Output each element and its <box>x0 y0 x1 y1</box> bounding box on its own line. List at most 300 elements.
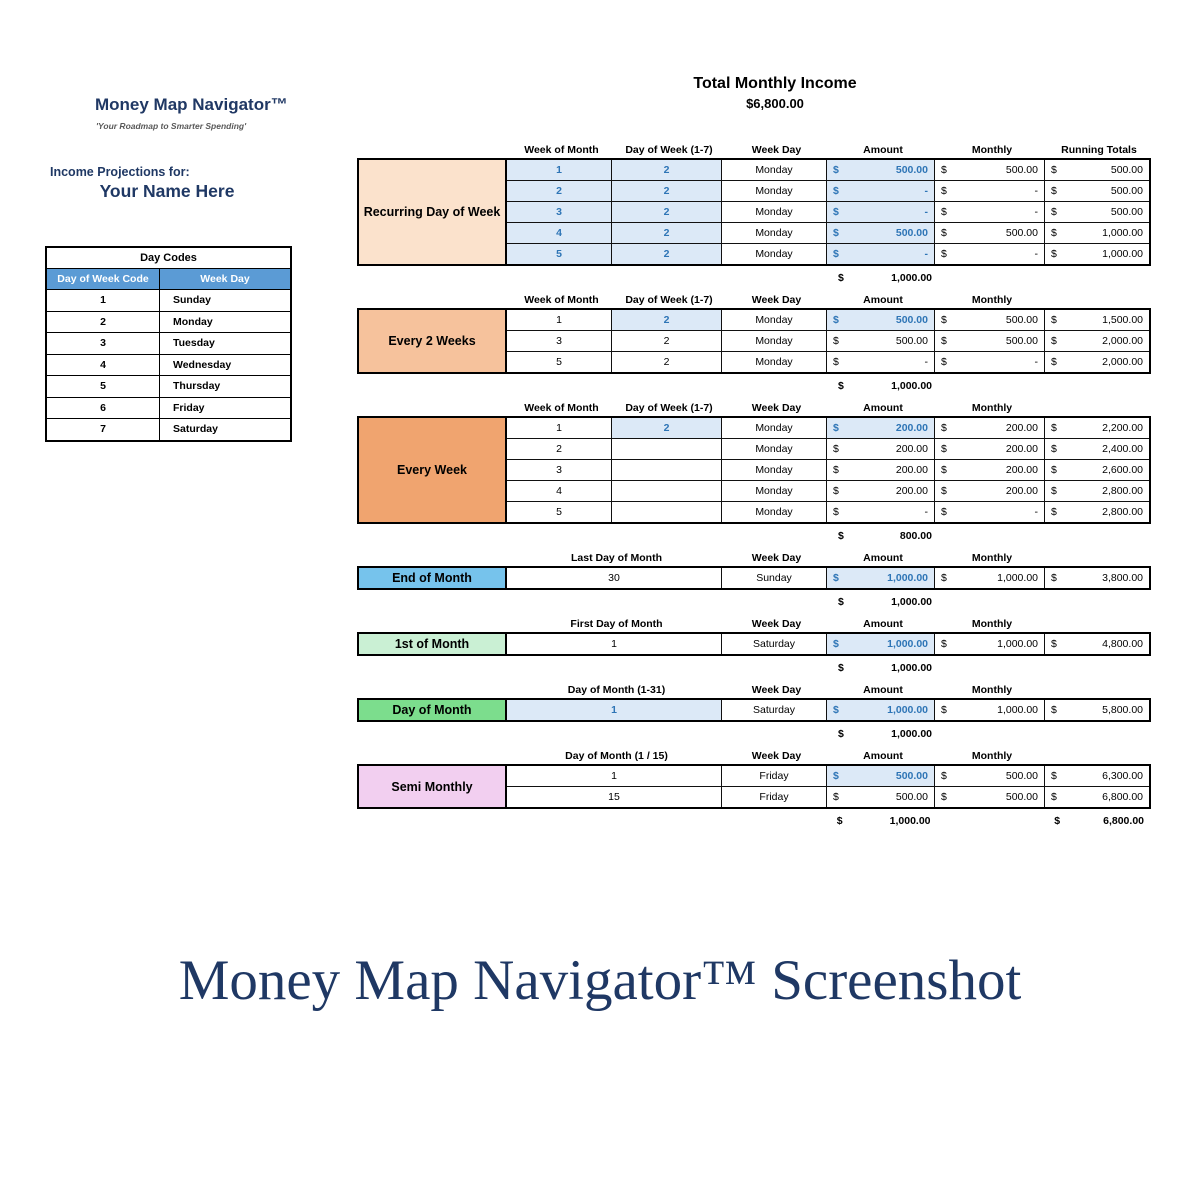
dollar-sign: $ <box>941 185 947 197</box>
table-cell: Monday <box>722 460 827 480</box>
amount-value: - <box>1034 206 1038 218</box>
income-table-section <box>357 549 1151 611</box>
table-cell: 3 <box>507 331 612 351</box>
logo-tagline: 'Your Roadmap to Smarter Spending' <box>96 121 247 131</box>
amount-value: 500.00 <box>1005 314 1038 326</box>
table-cell[interactable]: 3 <box>507 202 612 222</box>
column-header: Amount <box>863 144 903 156</box>
table-row <box>507 568 1149 588</box>
table-cell[interactable] <box>827 181 935 201</box>
dollar-sign: $ <box>941 314 947 326</box>
column-header: Amount <box>863 402 903 414</box>
table-cell[interactable]: 2 <box>612 160 722 180</box>
table-cell[interactable] <box>827 160 935 180</box>
dollar-sign: $ <box>1051 248 1057 260</box>
table-cell[interactable]: 5 <box>507 244 612 264</box>
amount-value: - <box>924 506 928 518</box>
frequency-label: Every 2 Weeks <box>359 310 507 372</box>
table-cell <box>827 439 935 459</box>
table-cell[interactable] <box>827 766 935 786</box>
subtotal-amount <box>831 593 939 611</box>
dollar-sign: $ <box>833 443 839 455</box>
day-codes-rows <box>47 290 290 440</box>
table-cell: Monday <box>722 331 827 351</box>
dollar-sign: $ <box>941 206 947 218</box>
table-cell: Monday <box>722 160 827 180</box>
column-header: Amount <box>863 552 903 564</box>
name-input[interactable]: Your Name Here <box>99 181 235 201</box>
table-cell[interactable]: 2 <box>612 310 722 330</box>
dollar-sign: $ <box>1051 704 1057 716</box>
table-cell[interactable] <box>827 568 935 588</box>
amount-value: 5,800.00 <box>1102 704 1143 716</box>
table-cell: Friday <box>722 787 827 807</box>
amount-value: - <box>924 206 928 218</box>
column-header: Week Day <box>751 402 802 414</box>
amount-value: 2,000.00 <box>1102 335 1143 347</box>
subtotal-row <box>357 659 1151 677</box>
table-cell[interactable]: 4 <box>507 223 612 243</box>
table-cell[interactable] <box>827 244 935 264</box>
table-row <box>507 223 1149 244</box>
amount-value: 6,800.00 <box>1103 815 1144 827</box>
table-cell: Monday <box>722 310 827 330</box>
table-cell <box>935 244 1045 264</box>
dollar-sign: $ <box>941 485 947 497</box>
table-cell <box>1045 352 1149 372</box>
day-codes-header-code: Day of Week Code <box>47 269 160 289</box>
income-tables <box>357 141 1151 834</box>
amount-value: 2,600.00 <box>1102 464 1143 476</box>
dollar-sign: $ <box>1051 791 1057 803</box>
column-header: Day of Week (1-7) <box>625 402 713 414</box>
amount-value: - <box>1034 506 1038 518</box>
dollar-sign: $ <box>833 335 839 347</box>
table-cell: 1 <box>507 634 722 654</box>
table-cell <box>935 568 1045 588</box>
table-cell <box>935 787 1045 807</box>
table-cell: Monday <box>722 481 827 501</box>
dollar-sign: $ <box>833 356 839 368</box>
table-cell[interactable]: 2 <box>507 181 612 201</box>
dollar-sign: $ <box>1051 164 1057 176</box>
page-caption: Money Map Navigator™ Screenshot <box>178 949 1022 1012</box>
table-cell[interactable] <box>827 202 935 222</box>
column-header: Week of Month <box>524 294 599 306</box>
dollar-sign: $ <box>941 335 947 347</box>
day-code-cell: 7 <box>47 419 160 440</box>
day-code-cell: 5 <box>47 376 160 397</box>
column-header: Week Day <box>751 552 802 564</box>
amount-value: 1,500.00 <box>1102 314 1143 326</box>
table-cell <box>935 634 1045 654</box>
table-row <box>507 502 1149 522</box>
table-cell <box>1045 418 1149 438</box>
table-row <box>507 160 1149 181</box>
subtotal-amount <box>830 812 938 830</box>
column-headers <box>357 615 1151 630</box>
week-day-cell: Sunday <box>173 294 211 307</box>
table-cell <box>1045 244 1149 264</box>
amount-value: 1,000.00 <box>887 572 928 584</box>
frequency-label: Semi Monthly <box>359 766 507 807</box>
table-cell: Monday <box>722 418 827 438</box>
frequency-label: Day of Month <box>359 700 507 720</box>
amount-value: 500.00 <box>1005 227 1038 239</box>
table-cell <box>1045 181 1149 201</box>
amount-value: 200.00 <box>1005 464 1038 476</box>
subtotal-amount <box>831 269 939 287</box>
column-header: Week Day <box>751 294 802 306</box>
table-cell[interactable] <box>827 700 935 720</box>
dollar-sign: $ <box>838 728 844 740</box>
dollar-sign: $ <box>838 380 844 392</box>
amount-value: - <box>1034 185 1038 197</box>
amount-value: 1,000.00 <box>891 272 932 284</box>
week-day-cell: Tuesday <box>173 337 215 350</box>
table-cell[interactable] <box>827 223 935 243</box>
column-headers <box>357 747 1151 762</box>
table-row <box>47 333 290 355</box>
table-cell <box>935 460 1045 480</box>
subtotal-row <box>357 593 1151 611</box>
table-cell[interactable] <box>827 418 935 438</box>
table-cell <box>935 766 1045 786</box>
table-cell <box>935 352 1045 372</box>
table-cell <box>1045 766 1149 786</box>
table-cell <box>1045 787 1149 807</box>
column-header: Day of Week (1-7) <box>625 294 713 306</box>
table-cell[interactable] <box>827 310 935 330</box>
day-codes-header-row <box>47 269 290 290</box>
column-header: Amount <box>863 294 903 306</box>
table-row <box>507 352 1149 372</box>
table-cell[interactable]: 2 <box>612 244 722 264</box>
table-cell: 5 <box>507 502 612 522</box>
amount-value: 500.00 <box>1110 206 1143 218</box>
amount-value: 1,000.00 <box>997 572 1038 584</box>
table-cell: 2 <box>612 331 722 351</box>
dollar-sign: $ <box>941 227 947 239</box>
amount-value: 4,800.00 <box>1102 638 1143 650</box>
column-header: Monthly <box>971 684 1013 696</box>
amount-value: 200.00 <box>895 464 928 476</box>
income-table-section <box>357 681 1151 743</box>
table-cell <box>612 502 722 522</box>
table-cell <box>1045 700 1149 720</box>
column-header <box>1047 681 1151 696</box>
amount-value: 1,000.00 <box>1102 227 1143 239</box>
amount-value: 500.00 <box>1110 185 1143 197</box>
dollar-sign: $ <box>941 356 947 368</box>
table-cell: 15 <box>507 787 722 807</box>
table-cell[interactable]: 1 <box>507 700 722 720</box>
week-day-cell: Thursday <box>173 380 221 393</box>
dollar-sign: $ <box>833 572 839 584</box>
week-day-cell: Monday <box>173 315 213 328</box>
amount-value: 1,000.00 <box>891 662 932 674</box>
week-day-cell: Friday <box>173 401 205 414</box>
amount-value: 200.00 <box>1005 422 1038 434</box>
table-cell[interactable]: 2 <box>612 202 722 222</box>
column-headers <box>357 399 1151 414</box>
table-cell: Monday <box>722 502 827 522</box>
total-monthly-income-value: $6,800.00 <box>746 96 804 111</box>
dollar-sign: $ <box>941 443 947 455</box>
subtotal-row <box>357 377 1151 395</box>
column-header: Monthly <box>971 294 1013 306</box>
dollar-sign: $ <box>833 638 839 650</box>
amount-value: 500.00 <box>895 335 928 347</box>
column-header: Week of Month <box>524 402 599 414</box>
column-header <box>1047 399 1151 414</box>
amount-value: 2,000.00 <box>1102 356 1143 368</box>
table-cell: 1 <box>507 766 722 786</box>
column-header: First Day of Month <box>570 618 663 630</box>
amount-value: 1,000.00 <box>891 728 932 740</box>
dollar-sign: $ <box>833 704 839 716</box>
dollar-sign: $ <box>1051 770 1057 782</box>
dollar-sign: $ <box>941 572 947 584</box>
table-cell <box>1045 331 1149 351</box>
dollar-sign: $ <box>1051 206 1057 218</box>
amount-value: 1,000.00 <box>887 638 928 650</box>
table-cell: 4 <box>507 481 612 501</box>
amount-value: 1,000.00 <box>891 596 932 608</box>
column-header <box>1047 549 1151 564</box>
dollar-sign: $ <box>941 770 947 782</box>
dollar-sign: $ <box>941 164 947 176</box>
income-table-section <box>357 615 1151 677</box>
table-cell[interactable]: 1 <box>507 160 612 180</box>
column-header: Amount <box>863 618 903 630</box>
table-cell <box>1045 223 1149 243</box>
dollar-sign: $ <box>833 464 839 476</box>
table-row <box>507 460 1149 481</box>
dollar-sign: $ <box>838 530 844 542</box>
amount-value: 6,800.00 <box>1102 791 1143 803</box>
table-row <box>507 244 1149 264</box>
table-row <box>47 398 290 420</box>
dollar-sign: $ <box>838 272 844 284</box>
table-cell: Friday <box>722 766 827 786</box>
table-cell: 2 <box>612 352 722 372</box>
amount-value: 200.00 <box>1005 485 1038 497</box>
table-cell <box>612 481 722 501</box>
day-code-cell: 3 <box>47 333 160 354</box>
total-monthly-income <box>475 75 1075 111</box>
amount-value: 2,200.00 <box>1102 422 1143 434</box>
dollar-sign: $ <box>1051 422 1057 434</box>
dollar-sign: $ <box>833 206 839 218</box>
table-cell <box>935 418 1045 438</box>
column-header: Week of Month <box>524 144 599 156</box>
income-table-section <box>357 141 1151 287</box>
table-cell <box>1045 310 1149 330</box>
amount-value: - <box>1034 356 1038 368</box>
table-row <box>507 418 1149 439</box>
table-cell <box>612 439 722 459</box>
amount-value: - <box>924 356 928 368</box>
amount-value: 500.00 <box>1005 335 1038 347</box>
table-cell: Monday <box>722 223 827 243</box>
table-cell <box>1045 202 1149 222</box>
dollar-sign: $ <box>941 506 947 518</box>
frequency-label: Recurring Day of Week <box>359 160 507 264</box>
amount-value: 200.00 <box>895 443 928 455</box>
dollar-sign: $ <box>1051 314 1057 326</box>
subtotal-row <box>357 527 1151 545</box>
column-header: Monthly <box>971 402 1013 414</box>
dollar-sign: $ <box>833 506 839 518</box>
frequency-label: End of Month <box>359 568 507 588</box>
amount-value: 500.00 <box>1005 770 1038 782</box>
day-codes-title: Day Codes <box>47 248 290 269</box>
table-row <box>507 331 1149 352</box>
table-cell: Sunday <box>722 568 827 588</box>
table-cell <box>1045 460 1149 480</box>
table-cell <box>827 481 935 501</box>
table-cell <box>827 502 935 522</box>
table-cell <box>935 160 1045 180</box>
table-cell: Monday <box>722 181 827 201</box>
table-row <box>507 202 1149 223</box>
column-header: Week Day <box>751 750 802 762</box>
amount-value: 1,000.00 <box>889 815 931 827</box>
dollar-sign: $ <box>833 791 839 803</box>
table-row <box>47 419 290 440</box>
table-row <box>507 310 1149 331</box>
table-cell <box>827 787 935 807</box>
column-headers <box>357 549 1151 564</box>
table-cell <box>935 181 1045 201</box>
column-header <box>1047 615 1151 630</box>
amount-value: 500.00 <box>895 791 928 803</box>
column-header: Week Day <box>751 618 802 630</box>
total-monthly-income-title: Total Monthly Income <box>693 75 857 92</box>
amount-value: 500.00 <box>895 314 928 326</box>
dollar-sign: $ <box>1051 443 1057 455</box>
dollar-sign: $ <box>1051 335 1057 347</box>
amount-value: - <box>924 248 928 260</box>
table-cell: Saturday <box>722 634 827 654</box>
amount-value: 500.00 <box>895 770 928 782</box>
table-cell <box>935 481 1045 501</box>
table-cell[interactable] <box>827 634 935 654</box>
amount-value: 1,000.00 <box>887 704 928 716</box>
column-header: Monthly <box>971 144 1013 156</box>
amount-value: 200.00 <box>895 422 928 434</box>
amount-value: 6,300.00 <box>1102 770 1143 782</box>
amount-value: 2,800.00 <box>1102 485 1143 497</box>
table-cell: 30 <box>507 568 722 588</box>
day-codes-table <box>45 246 292 442</box>
table-row <box>507 766 1149 787</box>
dollar-sign: $ <box>1051 485 1057 497</box>
amount-value: 1,000.00 <box>997 638 1038 650</box>
column-header: Monthly <box>971 552 1013 564</box>
table-cell <box>935 223 1045 243</box>
table-cell[interactable]: 2 <box>612 181 722 201</box>
table-cell <box>612 460 722 480</box>
table-cell <box>935 439 1045 459</box>
table-row <box>507 634 1149 654</box>
table-cell <box>935 202 1045 222</box>
table-cell <box>827 352 935 372</box>
table-row <box>507 439 1149 460</box>
column-header: Week Day <box>751 684 802 696</box>
amount-value: 200.00 <box>895 485 928 497</box>
dollar-sign: $ <box>1051 464 1057 476</box>
amount-value: - <box>1034 248 1038 260</box>
grand-total-amount <box>1047 812 1151 830</box>
income-table-section <box>357 747 1151 830</box>
amount-value: 500.00 <box>1110 164 1143 176</box>
dollar-sign: $ <box>1051 638 1057 650</box>
income-projections-label: Income Projections for: <box>50 165 190 179</box>
dollar-sign: $ <box>833 485 839 497</box>
subtotal-amount <box>831 527 939 545</box>
amount-value: 2,800.00 <box>1102 506 1143 518</box>
amount-value: 1,000.00 <box>997 704 1038 716</box>
dollar-sign: $ <box>838 662 844 674</box>
dollar-sign: $ <box>941 704 947 716</box>
amount-value: 3,800.00 <box>1102 572 1143 584</box>
table-cell[interactable]: 2 <box>612 223 722 243</box>
day-code-cell: 1 <box>47 290 160 311</box>
day-code-cell: 2 <box>47 312 160 333</box>
table-cell <box>1045 439 1149 459</box>
dollar-sign: $ <box>941 638 947 650</box>
table-row <box>507 787 1149 807</box>
table-cell: 1 <box>507 418 612 438</box>
week-day-cell: Wednesday <box>173 358 232 371</box>
column-headers <box>357 291 1151 306</box>
dollar-sign: $ <box>833 185 839 197</box>
table-row <box>507 481 1149 502</box>
column-header <box>1047 747 1151 762</box>
table-row <box>507 700 1149 720</box>
column-headers <box>357 141 1151 156</box>
column-header: Monthly <box>971 750 1013 762</box>
column-header: Week Day <box>751 144 802 156</box>
dollar-sign: $ <box>941 791 947 803</box>
amount-value: 800.00 <box>899 530 932 542</box>
table-row <box>47 290 290 312</box>
table-cell: Monday <box>722 244 827 264</box>
table-cell: 1 <box>507 310 612 330</box>
subtotal-row <box>357 812 1151 830</box>
column-header <box>1047 291 1151 306</box>
subtotal-amount <box>831 377 939 395</box>
dollar-sign: $ <box>833 770 839 782</box>
amount-value: 2,400.00 <box>1102 443 1143 455</box>
table-cell <box>935 331 1045 351</box>
subtotal-amount <box>831 725 939 743</box>
table-cell <box>935 310 1045 330</box>
table-cell: Saturday <box>722 700 827 720</box>
dollar-sign: $ <box>833 422 839 434</box>
table-cell: Monday <box>722 352 827 372</box>
amount-value: 1,000.00 <box>891 380 932 392</box>
amount-value: 500.00 <box>1005 791 1038 803</box>
table-cell: Monday <box>722 439 827 459</box>
column-header: Day of Month (1 / 15) <box>565 750 668 762</box>
table-cell: 5 <box>507 352 612 372</box>
table-cell <box>1045 568 1149 588</box>
dollar-sign: $ <box>833 164 839 176</box>
table-cell[interactable]: 2 <box>612 418 722 438</box>
